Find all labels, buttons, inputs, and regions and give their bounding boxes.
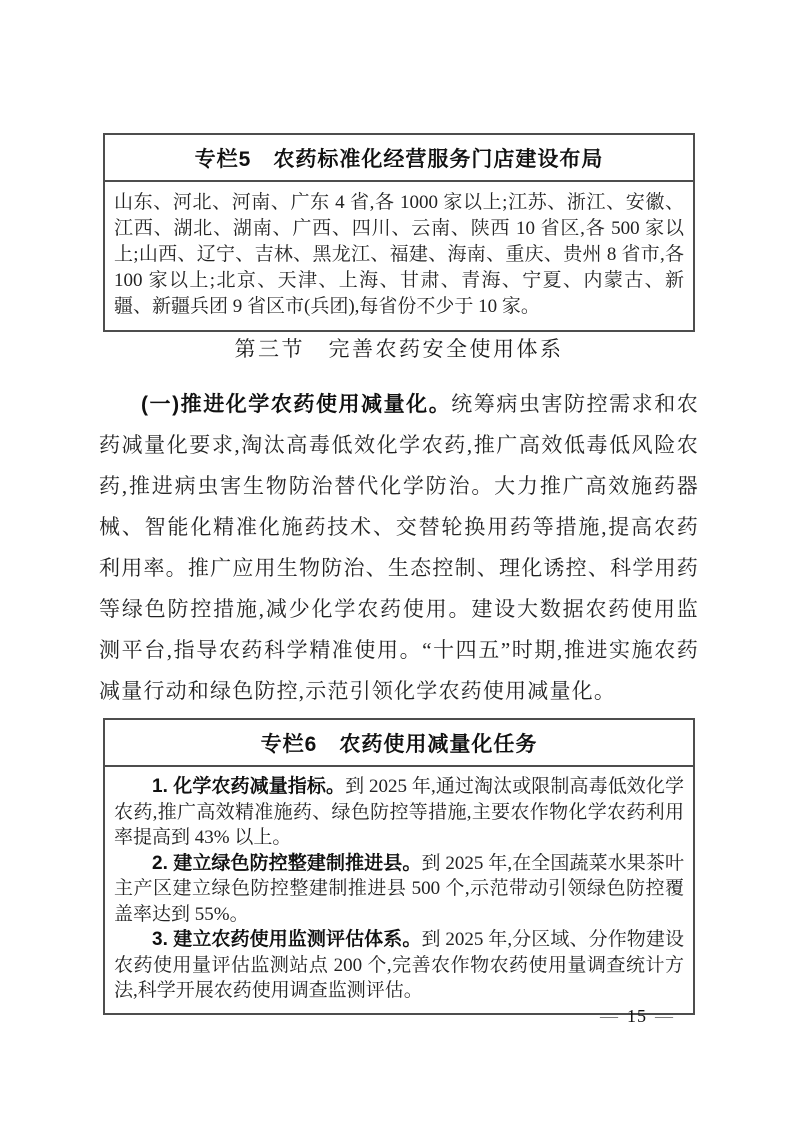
box6-item-1 xyxy=(114,774,684,851)
box6-item-2-lead: 2. 建立绿色防控整建制推进县。 xyxy=(152,852,422,874)
panel-box-6 xyxy=(103,718,695,1015)
page-number-right-dash: — xyxy=(655,1006,674,1026)
box6-item-1-lead: 1. 化学农药减量指标。 xyxy=(152,776,346,797)
box6-items xyxy=(105,767,693,1013)
box5-title: 专栏5 农药标准化经营服务门店建设布局 xyxy=(105,135,693,182)
paragraph-body: 统筹病虫害防控需求和农药减量化要求,淘汰高毒低效化学农药,推广高效低毒低风险农药,推进病虫害生物防治替代化学防治。大力推广高效施药器械、智能化精准化施药技术、交替轮换用药等措施,提高农药利用率。推广应用生物防治、生态控制、理化诱控、科学用药等绿色防控措施,减少化学农药使用。建设大数据农药使用监测平台,指导农药科学精准使用。“十四五”时期,推进实施农药减量行动和绿色防控,示范引领化学农药使用减量化。 xyxy=(99,392,699,703)
box6-item-3-lead: 3. 建立农药使用监测评估体系。 xyxy=(152,929,422,950)
box6-item-2-body: 到 2025 年,在全国蔬菜水果茶叶主产区建立绿色防控整建制推进县 500 个,示范带动引领绿色防控覆盖率达到 55%。 xyxy=(114,852,684,925)
box6-item-3 xyxy=(114,927,684,1004)
paragraph-lead: (一)推进化学农药使用减量化。 xyxy=(141,393,452,416)
section-heading: 第三节 完善农药安全使用体系 xyxy=(234,337,564,361)
main-paragraph xyxy=(99,384,699,712)
box5-body-text: 山东、河北、河南、广东 4 省,各 1000 家以上;江苏、浙江、安徽、江西、湖北、湖南、广西、四川、云南、陕西 10 省区,各 500 家以上;山西、辽宁、吉林、黑龙江、福建、海南、重庆、贵州 8 省市,各 100 家以上;北京、天津、上海、甘肃、青海、宁夏、内蒙古、新疆、新疆兵团 9 省区市(兵团),每省份不少于 10 家。 xyxy=(114,192,684,317)
box6-item-3-body: 到 2025 年,分区域、分作物建设农药使用量评估监测站点 200 个,完善农作物农药使用量调查统计方法,科学开展农药使用调查监测评估。 xyxy=(114,929,684,1001)
box6-title: 专栏6 农药使用减量化任务 xyxy=(105,720,693,767)
panel-box-5 xyxy=(103,133,695,332)
page-number xyxy=(592,1006,682,1027)
page-number-value: 15 xyxy=(627,1006,647,1026)
page-number-left-dash: — xyxy=(600,1006,619,1026)
box6-item-2 xyxy=(114,851,684,928)
box6-item-1-body: 到 2025 年,通过淘汰或限制高毒低效化学农药,推广高效精准施药、绿色防控等措施,主要农作物化学农药利用率提高到 43% 以上。 xyxy=(114,776,684,848)
